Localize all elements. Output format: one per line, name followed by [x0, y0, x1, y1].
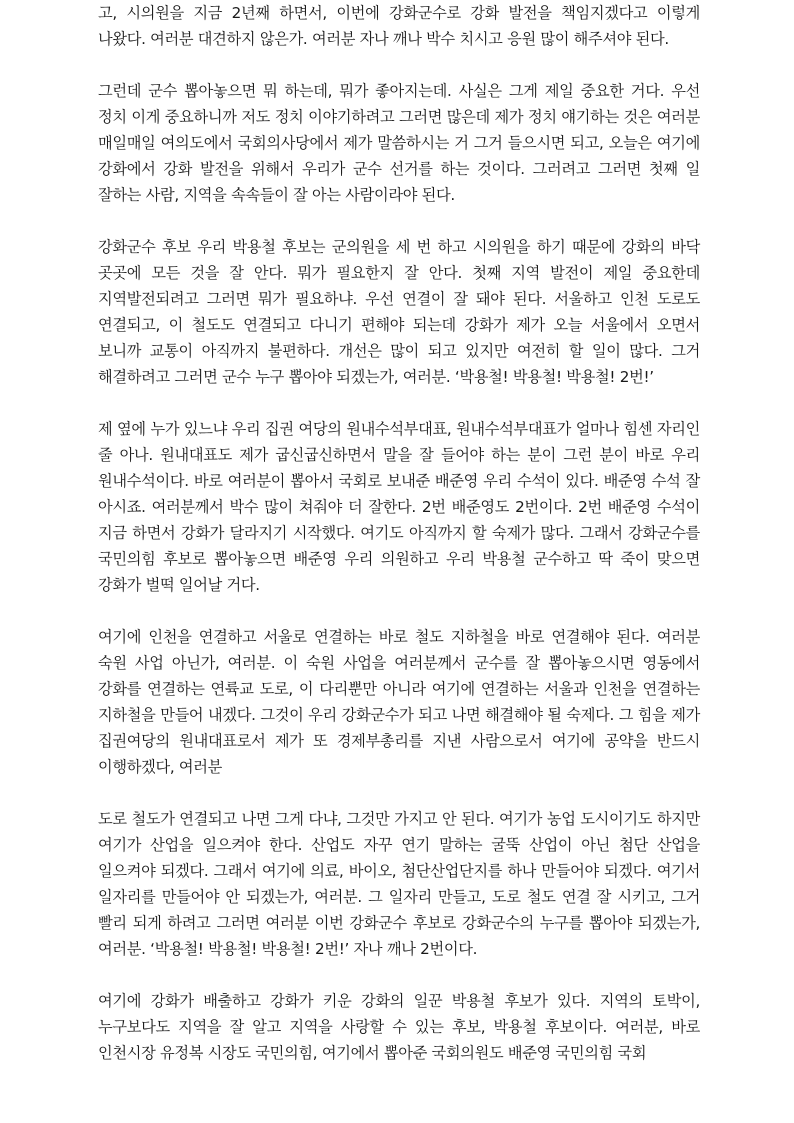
- paragraph-2: 그런데 군수 뽑아놓으면 뭐 하는데, 뭐가 좋아지는데. 사실은 그게 제일 중요한 거다. 우선 정치 이게 중요하니까 저도 정치 이야기하려고 그러면 많은데 제가 정치 얘기하는 것은 여러분 매일매일 여의도에서 국회의사당에서 제가 말씀하시는 거 그거 들으시면 되고, 오늘은 여기에 강화에서 강화 발전을 위해서 우리가 군수 선거를 하는 것이다. 그러려고 그러면 첫째 일 잘하는 사람, 지역을 속속들이 잘 아는 사람이라야 된다.: [98, 82, 700, 204]
- paragraph-5: 여기에 인천을 연결하고 서울로 연결하는 바로 철도 지하철을 바로 연결해야 된다. 여러분 숙원 사업 아닌가, 여러분. 이 숙원 사업을 여러분께서 군수를 잘 뽑아놓으시면 영동에서 강화를 연결하는 연륙교 도로, 이 다리뿐만 아니라 여기에 연결하는 서울과 인천을 연결하는 지하철을 만들어 내겠다. 그것이 우리 강화군수가 되고 나면 해결해야 될 숙제다. 그 힘을 제가 집권여당의 원내대표로서 제가 또 경제부총리를 지낸 사람으로서 여기에 공약을 반드시 이행하겠다, 여러분: [98, 628, 700, 776]
- paragraph-7: 여기에 강화가 배출하고 강화가 키운 강화의 일꾼 박용철 후보가 있다. 지역의 토박이, 누구보다도 지역을 잘 알고 지역을 사랑할 수 있는 후보, 박용철 후보이다. 여러분, 바로 인천시장 유정복 시장도 국민의힘, 여기에서 뽑아준 국회의원도 배준영 국민의힘 국회: [98, 992, 700, 1062]
- paragraph-6: 도로 철도가 연결되고 나면 그게 다냐, 그것만 가지고 안 된다. 여기가 농업 도시이기도 하지만 여기가 산업을 일으켜야 한다. 산업도 자꾸 연기 말하는 굴뚝 산업이 아닌 첨단 산업을 일으켜야 되겠다. 그래서 여기에 의료, 바이오, 첨단산업단지를 하나 만들어야 되겠다. 여기서 일자리를 만들어야 안 되겠는가, 여러분. 그 일자리 만들고, 도로 철도 연결 잘 시키고, 그거 빨리 되게 하려고 그러면 여러분 이번 강화군수 후보로 강화군수의 누구를 뽑아야 되겠는가, 여러분. ‘박용철! 박용철! 박용철! 2번!’ 자나 깨나 2번이다.: [98, 810, 700, 958]
- paragraph-4: 제 옆에 누가 있느냐 우리 집권 여당의 원내수석부대표, 원내수석부대표가 얼마나 힘센 자리인 줄 아나. 원내대표도 제가 굽신굽신하면서 말을 잘 들어야 하는 분이 그런 분이 바로 우리 원내수석이다. 바로 여러분이 뽑아서 국회로 보내준 배준영 우리 수석이 있다. 배준영 수석 잘 아시죠. 여러분께서 박수 많이 쳐줘야 더 잘한다. 2번 배준영도 2번이다. 2번 배준영 수석이 지금 하면서 강화가 달라지기 시작했다. 여기도 아직까지 할 숙제가 많다. 그래서 강화군수를 국민의힘 후보로 뽑아놓으면 배준영 우리 의원하고 우리 박용철 군수하고 딱 죽이 맞으면 강화가 벌떡 일어날 거다.: [98, 420, 700, 594]
- paragraph-3: 강화군수 후보 우리 박용철 후보는 군의원을 세 번 하고 시의원을 하기 때문에 강화의 바닥 곳곳에 모든 것을 잘 안다. 뭐가 필요한지 잘 안다. 첫째 지역 발전이 제일 중요한데 지역발전되려고 그러면 뭐가 필요하냐. 우선 연결이 잘 돼야 된다. 서울하고 인천 도로도 연결되고, 이 철도도 연결되고 다니기 편해야 되는데 강화가 제가 오늘 서울에서 오면서 보니까 교통이 아직까지 불편하다. 개선은 많이 되고 있지만 여전히 할 일이 많다. 그거 해결하려고 그러면 군수 누구 뽑아야 되겠는가, 여러분. ‘박용철! 박용철! 박용철! 2번!’: [98, 238, 700, 386]
- document-page: [98, 0, 700, 1092]
- paragraph-1: 고, 시의원을 지금 2년째 하면서, 이번에 강화군수로 강화 발전을 책임지겠다고 이렇게 나왔다. 여러분 대견하지 않은가. 여러분 자나 깨나 박수 치시고 응원 많이 해주셔야 된다.: [98, 4, 700, 48]
